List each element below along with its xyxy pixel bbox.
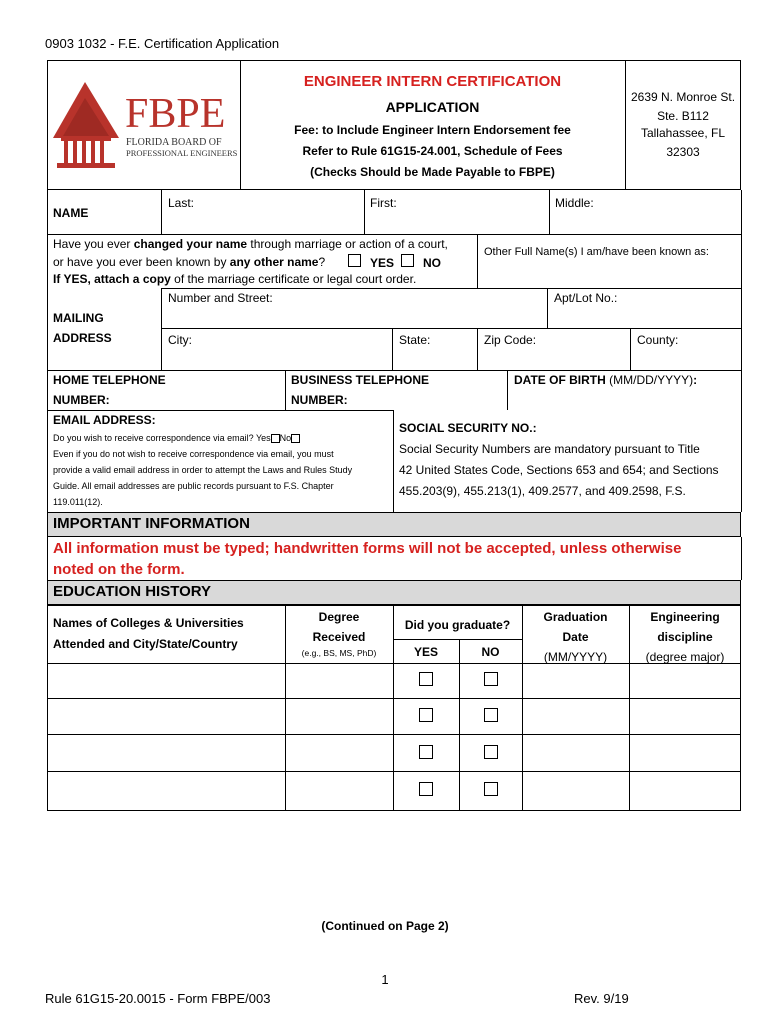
col-colleges-header-line-1: Names of Colleges & Universities	[53, 616, 244, 630]
graduated-no-checkbox[interactable]	[484, 672, 498, 686]
first-name-label: First:	[370, 196, 397, 210]
street-label: Number and Street:	[168, 291, 273, 305]
graduated-no-checkbox[interactable]	[484, 745, 498, 759]
home-phone-label-1: HOME TELEPHONE	[53, 373, 166, 387]
state-field[interactable]	[393, 347, 476, 369]
form-main-title: ENGINEER INTERN CERTIFICATION	[303, 73, 562, 90]
typed-form-warning-line-1: All information must be typed; handwritten forms will not be accepted, unless otherwise	[53, 540, 682, 557]
address-label: ADDRESS	[53, 331, 112, 345]
col-discipline-header-line-1: Engineering	[650, 610, 720, 624]
col-graduated-no: NO	[481, 645, 500, 659]
county-label: County:	[637, 333, 679, 347]
home-phone-field[interactable]	[160, 388, 284, 409]
name-change-instruction: If YES, attach a copy of the marriage certificate or legal court order.	[53, 272, 417, 286]
board-address-line-2: Ste. B112	[657, 109, 709, 123]
name-label: NAME	[53, 206, 89, 220]
first-name-field[interactable]	[365, 191, 548, 233]
middle-name-field[interactable]	[550, 191, 740, 233]
zip-label: Zip Code:	[484, 333, 537, 347]
ssn-label: SOCIAL SECURITY NO.:	[399, 421, 537, 435]
business-phone-label-1: BUSINESS TELEPHONE	[291, 373, 430, 387]
name-change-question-line-1: Have you ever changed your name through marriage or action of a court,	[53, 237, 448, 251]
ssn-note-line-1: Social Security Numbers are mandatory pursuant to Title	[399, 442, 700, 456]
ssn-note-line-2: 42 United States Code, Sections 653 and 654; and Sections	[399, 463, 719, 477]
checks-payable-note: (Checks Should be Made Payable to FBPE)	[310, 165, 555, 179]
city-field[interactable]	[162, 347, 391, 369]
name-change-question-line-2: or have you ever been known by any other name?	[53, 255, 326, 269]
email-note-line-4: 119.011(12).	[53, 497, 103, 507]
email-note-line-2: provide a valid email address in order to attempt the Laws and Rules Study	[53, 465, 353, 475]
continued-note: (Continued on Page 2)	[321, 919, 449, 933]
mailing-label: MAILING	[53, 311, 104, 325]
name-change-no-label: NO	[423, 256, 441, 270]
city-label: City:	[168, 333, 192, 347]
logo-text-line-1: FLORIDA BOARD OF	[126, 137, 222, 148]
col-graduation-date-format: (MM/YYYY)	[543, 650, 608, 664]
name-change-yes-label: YES	[370, 256, 395, 270]
logo-text-line-2: PROFESSIONAL ENGINEERS	[126, 148, 238, 158]
graduated-yes-checkbox[interactable]	[419, 708, 433, 722]
graduated-yes-checkbox[interactable]	[419, 782, 433, 796]
col-degree-example: (e.g., BS, MS, PhD)	[301, 648, 377, 658]
email-correspondence-question: Do you wish to receive correspondence via email? Yes No	[53, 430, 300, 446]
apt-label: Apt/Lot No.:	[554, 291, 618, 305]
important-heading: IMPORTANT INFORMATION	[53, 515, 250, 532]
last-name-field[interactable]	[162, 191, 363, 233]
date-of-birth-field[interactable]	[508, 389, 740, 409]
name-change-yes-checkbox[interactable]	[348, 254, 361, 267]
board-address-line-1: 2639 N. Monroe St.	[630, 90, 736, 104]
date-of-birth-label: DATE OF BIRTH (MM/DD/YYYY):	[514, 373, 698, 387]
typed-form-warning-line-2: noted on the form.	[53, 561, 185, 578]
col-discipline-note: (degree major)	[645, 650, 725, 664]
zip-field[interactable]	[478, 347, 629, 369]
middle-name-label: Middle:	[555, 196, 594, 210]
email-no-checkbox[interactable]	[291, 434, 300, 443]
business-phone-field[interactable]	[350, 388, 506, 409]
graduated-yes-checkbox[interactable]	[419, 672, 433, 686]
business-phone-label-2: NUMBER:	[291, 393, 348, 407]
form-subtitle: APPLICATION	[385, 99, 480, 115]
email-label: EMAIL ADDRESS:	[53, 413, 156, 427]
board-address-line-4: 32303	[666, 145, 700, 159]
name-change-no-checkbox[interactable]	[401, 254, 414, 267]
other-names-label: Other Full Name(s) I am/have been known as:	[484, 246, 709, 258]
logo-abbreviation: FBPE	[125, 91, 226, 137]
email-note-line-1: Even if you do not wish to receive correspondence via email, you must	[53, 449, 334, 459]
county-field[interactable]	[631, 347, 740, 369]
footer-rule: Rule 61G15-20.0015 - Form FBPE/003	[45, 991, 271, 1006]
fee-note: Fee: to Include Engineer Intern Endorsement fee	[294, 123, 571, 137]
document-title: 0903 1032 - F.E. Certification Application	[45, 36, 280, 51]
graduated-no-checkbox[interactable]	[484, 708, 498, 722]
state-label: State:	[399, 333, 431, 347]
graduated-yes-checkbox[interactable]	[419, 745, 433, 759]
board-address-line-3: Tallahassee, FL	[640, 126, 726, 140]
page-number: 1	[381, 972, 389, 987]
education-heading: EDUCATION HISTORY	[53, 583, 212, 600]
col-graduated-header: Did you graduate?	[404, 618, 511, 632]
ssn-note-line-3: 455.203(9), 455.213(1), 409.2577, and 409.2598, F.S.	[399, 484, 686, 498]
col-discipline-header-line-2: discipline	[657, 630, 713, 644]
footer-revision: Rev. 9/19	[574, 991, 629, 1006]
rule-reference: Refer to Rule 61G15-24.001, Schedule of Fees	[302, 144, 563, 158]
col-colleges-header-line-2: Attended and City/State/Country	[53, 637, 238, 651]
last-name-label: Last:	[168, 196, 195, 210]
fbpe-logo	[53, 80, 238, 170]
email-note-line-3: Guide. All email addresses are public records pursuant to F.S. Chapter	[53, 481, 334, 491]
other-names-field[interactable]	[478, 262, 740, 287]
col-graduated-yes: YES	[413, 645, 438, 659]
apt-field[interactable]	[548, 305, 740, 327]
col-graduation-date-header-line-2: Date	[562, 630, 589, 644]
col-graduation-date-header-line-1: Graduation	[543, 610, 608, 624]
home-phone-label-2: NUMBER:	[53, 393, 110, 407]
street-field[interactable]	[162, 305, 546, 327]
col-degree-header-line-1: Degree	[318, 610, 360, 624]
graduated-no-checkbox[interactable]	[484, 782, 498, 796]
col-degree-header-line-2: Received	[312, 630, 366, 644]
email-yes-checkbox[interactable]	[271, 434, 280, 443]
